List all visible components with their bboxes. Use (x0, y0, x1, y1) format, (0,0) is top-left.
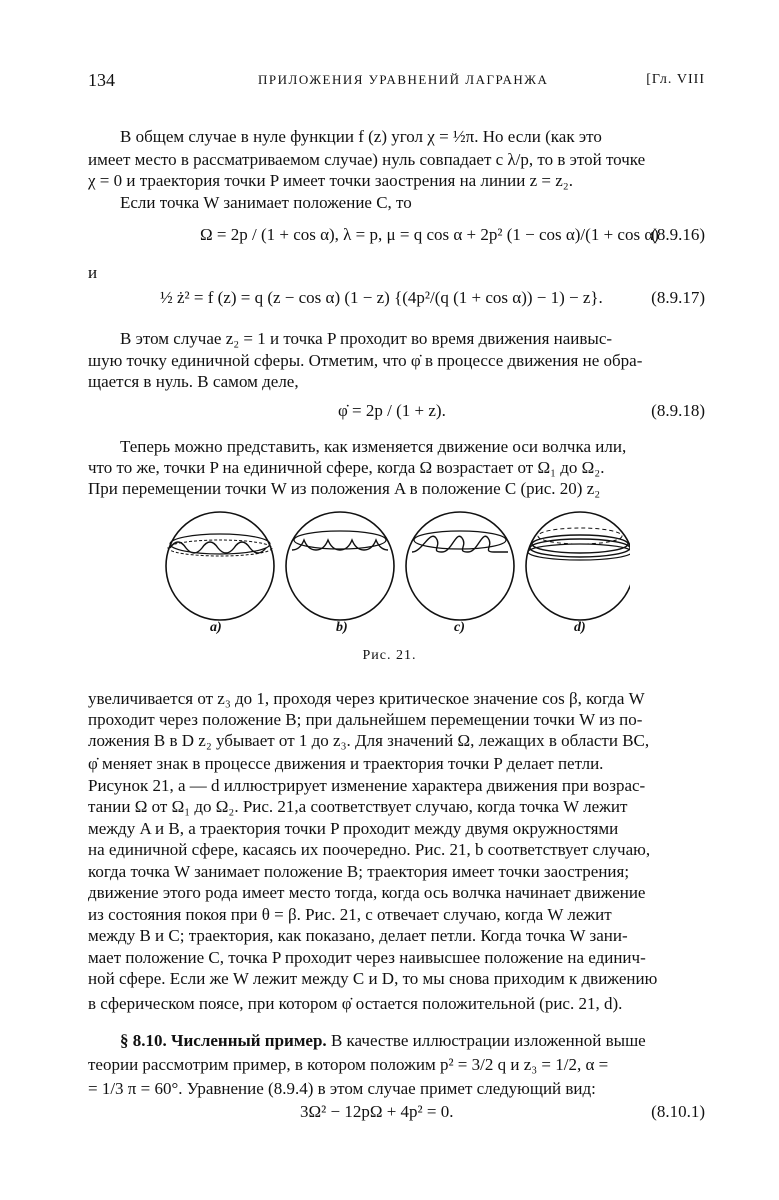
equation-8-9-18 (88, 401, 705, 431)
section-8-10-line3: = 1/3 π = 60°. Уравнение (8.9.4) в этом случае примет следующий вид: (88, 1079, 596, 1098)
figure-label-a: a) (210, 620, 222, 635)
figure-label-c: c) (454, 620, 465, 635)
equation-8-10-1 (88, 1102, 705, 1126)
para1-line1: В общем случае в нуле функции f (z) угол χ = ½π. Но если (как это (120, 127, 602, 146)
para4-line: ложения B в D z₂ убывает от 1 до z₃. Для значений Ω, лежащих в области BC, (88, 731, 650, 750)
running-title: ПРИЛОЖЕНИЯ УРАВНЕНИЙ ЛАГРАНЖА (258, 72, 549, 87)
para4-line: из состояния покоя при θ = β. Рис. 21, c отвечает случаю, когда W лежит (88, 905, 612, 924)
sphere-a (166, 512, 274, 620)
connective-and: и (88, 263, 98, 282)
para4-line: ной сфере. Если же W лежит между C и D, то мы снова приходим к движению (88, 969, 658, 988)
para4-line: на единичной сфере, касаясь их поочередно. Рис. 21, b соответствует случаю, (88, 840, 651, 859)
para4-line: между A и B, а траектория точки P проходит между двумя окружностями (88, 819, 619, 838)
para2-line3: щается в нуль. В самом деле, (88, 372, 299, 391)
section-8-10-line2: теории рассмотрим пример, в котором положим p² = 3/2 q и z₃ = 1/2, α = (88, 1055, 609, 1074)
equation-number: (8.9.17) (651, 288, 705, 307)
equation-body: φ̇ = 2p / (1 + z). (338, 401, 446, 420)
para3-line1: Теперь можно представить, как изменяется движение оси волчка или, (120, 437, 627, 456)
section-8-10-line1 (88, 1030, 705, 1052)
para4-line: проходит через положение B; при дальнейшем перемещении точки W из по- (88, 710, 643, 729)
para3-line3: При перемещении точки W из положения A в положение C (рис. 20) z₂ (88, 479, 601, 498)
equation-number: (8.10.1) (651, 1102, 705, 1121)
equation-8-9-16 (88, 225, 705, 255)
para1-line2: имеет место в рассматриваемом случае) нуль совпадает с λ/p, то в этой точке (88, 150, 646, 169)
page-number: 134 (88, 70, 115, 90)
figure-label-b: b) (336, 620, 348, 635)
para4-line: в сферическом поясе, при котором φ̇ остается положительной (рис. 21, d). (88, 994, 623, 1013)
figure-21 (160, 508, 630, 638)
para4-line: между B и C; траектория, как показано, делает петли. Когда точка W зани- (88, 926, 628, 945)
chapter-label: [Гл. VIII (646, 72, 705, 87)
para2-line2: шую точку единичной сферы. Отметим, что φ̇ в процессе движения не обра- (88, 351, 643, 370)
equation-number: (8.9.16) (651, 225, 705, 244)
equation-body: ½ ż² = f (z) = q (z − cos α) (1 − z) {(4p²/(q (1 + cos α)) − 1) − z}. (160, 288, 603, 307)
equation-body: 3Ω² − 12pΩ + 4p² = 0. (300, 1102, 454, 1121)
page-header (88, 70, 705, 92)
para4-line: φ̇ меняет знак в процессе движения и траектория точки P делает петли. (88, 754, 604, 773)
para4-line: Рисунок 21, a — d иллюстрирует изменение характера движения при возрас- (88, 776, 646, 795)
para4-line: движение этого рода имеет место тогда, когда ось волчка начинает движение (88, 883, 646, 902)
sphere-b (286, 512, 394, 620)
para4-line: увеличивается от z₃ до 1, проходя через критическое значение cos β, когда W (88, 689, 645, 708)
para3-line2: что то же, точки P на единичной сфере, когда Ω возрастает от Ω₁ до Ω₂. (88, 458, 605, 477)
sphere-c (406, 512, 514, 620)
para4-line: мает положение C, точка P проходит через наивысшее положение на единич- (88, 948, 646, 967)
para1-line3: χ = 0 и траектория точки P имеет точки заострения на линии z = z₂. (88, 171, 573, 190)
sphere-d (526, 512, 630, 620)
section-line1-rest: В качестве иллюстрации изложенной выше (330, 1031, 646, 1050)
equation-body: Ω = 2p / (1 + cos α), λ = p, μ = q cos α + 2p² (1 − cos α)/(1 + cos α) (200, 225, 659, 244)
para4-line: тании Ω от Ω₁ до Ω₂. Рис. 21,a соответствует случаю, когда точка W лежит (88, 797, 628, 816)
figure-label-d: d) (574, 620, 586, 635)
equation-8-9-17 (88, 288, 705, 318)
para1-line4: Если точка W занимает положение C, то (120, 193, 412, 212)
para4-line: когда точка W занимает положение B; траектория имеет точки заострения; (88, 862, 630, 881)
equation-number: (8.9.18) (651, 401, 705, 420)
section-heading: § 8.10. Численный пример. (120, 1031, 327, 1050)
para2-line1: В этом случае z₂ = 1 и точка P проходит во время движения наивыс- (120, 329, 613, 348)
figure-caption: Рис. 21. (362, 648, 417, 663)
